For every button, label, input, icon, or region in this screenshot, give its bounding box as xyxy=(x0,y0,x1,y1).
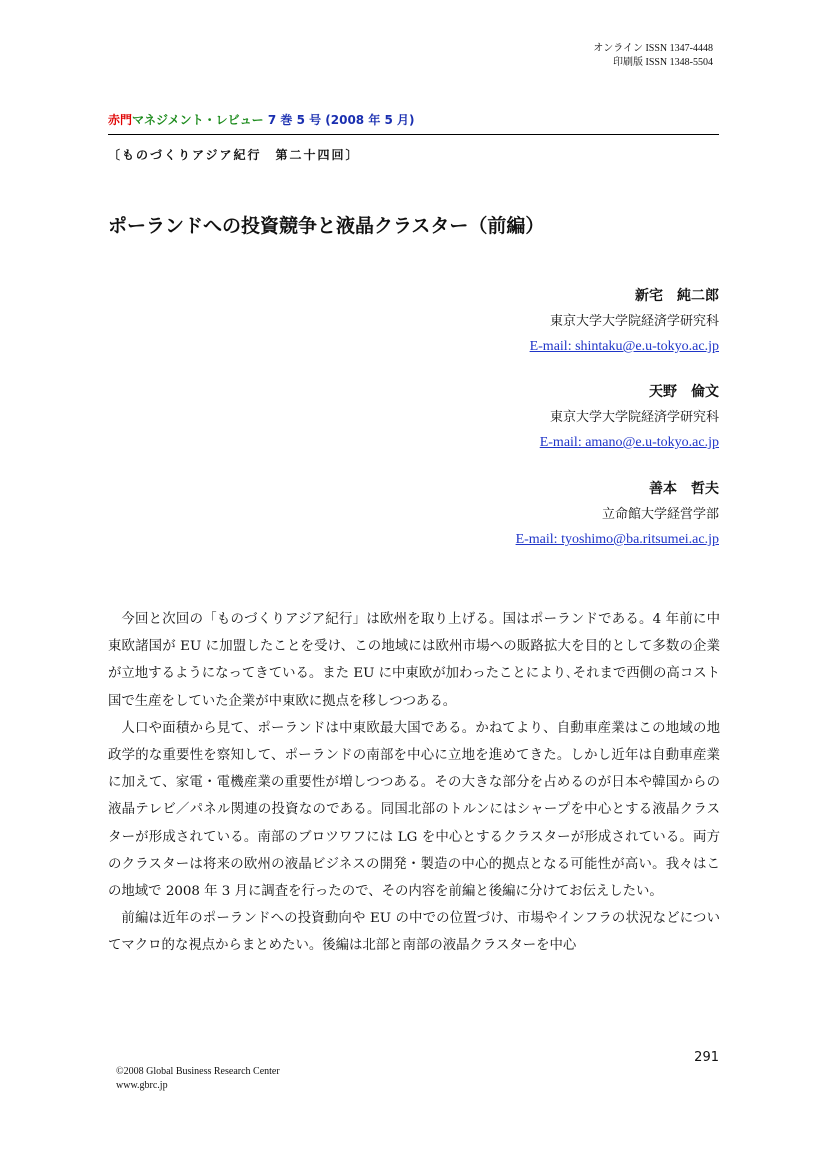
author-block-1 xyxy=(530,284,719,359)
author-name: 善本 哲夫 xyxy=(649,481,719,497)
journal-line xyxy=(108,111,415,128)
issn-block xyxy=(593,42,713,70)
footer xyxy=(116,1065,280,1093)
author-email-link[interactable]: E-mail: amano@e.u-tokyo.ac.jp xyxy=(539,435,719,450)
journal-brand-red: 赤門 xyxy=(108,113,133,127)
author-name: 新宅 純二郎 xyxy=(635,288,719,304)
author-affiliation: 立命館大学経営学部 xyxy=(601,507,719,522)
paragraph-2: 人口や面積から見て、ポーランドは中東欧最大国である。かねてより、自動車産業はこの地域の地政学的な重要性を察知して、ポーランドの南部を中心に立地を進めてきた。しかし近年は自動車産業に加えて、家電・電機産業の重要性が増しつつある。その大きな部分を占めるのが日本や韓国からの液晶テレビ／パネル関連の投資なのである。同国北部のトルンにはシャープを中心とする液晶クラスターが形成されている。南部のブロツワフには LG を中心とするクラスターが形成されている。両方のクラスターは将来の欧州の液晶ビジネスの開発・製造の中心的拠点となる可能性が高い。我々はこの地域で 2008 年 3 月に調査を行ったので、その内容を前編と後編に分けてお伝えしたい。 xyxy=(108,720,720,900)
header-rule xyxy=(108,134,719,135)
author-email-link[interactable]: E-mail: tyoshimo@ba.ritsumei.ac.jp xyxy=(515,532,719,547)
page-number: 291 xyxy=(694,1050,719,1065)
issn-online: オンライン ISSN 1347-4448 xyxy=(593,43,713,54)
author-affiliation: 東京大学大学院経済学研究科 xyxy=(549,314,719,329)
author-affiliation: 東京大学大学院経済学研究科 xyxy=(549,410,719,425)
footer-copyright: ©2008 Global Business Research Center xyxy=(116,1066,280,1077)
issn-print: 印刷版 ISSN 1348-5504 xyxy=(612,57,713,68)
article-body xyxy=(108,606,720,960)
article-title: ポーランドへの投資競争と液晶クラスター（前編） xyxy=(108,215,545,237)
author-block-2 xyxy=(540,380,719,455)
author-block-3 xyxy=(516,477,719,552)
paragraph-1: 今回と次回の「ものづくりアジア紀行」は欧州を取り上げる。国はポーランドである。4 年前に中東欧諸国が EU に加盟したことを受け、この地域には欧州市場への販路拡大を目的として多数の企業が立地するようになってきている。また EU に中東欧が加わったことにより､それまで西側の高コスト国で生産をしていた企業が中東欧に拠点を移しつつある。 xyxy=(108,612,720,709)
author-name: 天野 倫文 xyxy=(649,384,719,400)
paragraph-3: 前編は近年のポーランドへの投資動向や EU の中での位置づけ、市場やインフラの状況などについてマクロ的な視点からまとめたい。後編は北部と南部の液晶クラスターを中心 xyxy=(108,911,720,954)
footer-url[interactable]: www.gbrc.jp xyxy=(116,1080,168,1091)
author-email-link[interactable]: E-mail: shintaku@e.u-tokyo.ac.jp xyxy=(529,339,719,354)
journal-brand-name: マネジメント・レビュー xyxy=(132,113,264,127)
journal-issue: 7 巻 5 号 (2008 年 5 月) xyxy=(267,113,415,127)
series-title: 〔ものづくりアジア紀行 第二十四回〕 xyxy=(108,148,360,162)
